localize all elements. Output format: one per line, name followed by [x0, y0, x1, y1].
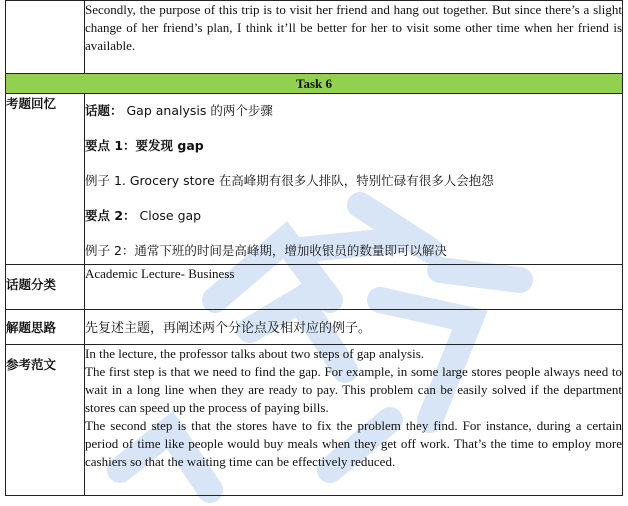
approach-value: 先复述主题，再阐述两个分论点及相对应的例子。	[85, 310, 623, 345]
sample-label: 参考范文	[6, 345, 85, 496]
task-header: Task 6	[6, 74, 623, 94]
point2-value: Close gap	[139, 208, 202, 223]
point2-label: 要点 2：	[85, 208, 136, 223]
empty-label-cell	[6, 1, 85, 74]
point1-label: 要点 1：要发现 gap	[85, 138, 204, 153]
recall-label: 考题回忆	[6, 94, 85, 265]
sample-essay	[85, 345, 623, 496]
category-row	[6, 265, 623, 310]
topic-value: Gap analysis 的两个步骤	[126, 103, 273, 118]
example2: 例子 2：通常下班的时间是高峰期，增加收银员的数量即可以解决	[85, 243, 447, 258]
approach-row	[6, 310, 623, 345]
document-table	[5, 0, 623, 496]
topic-label: 话题：	[85, 103, 123, 118]
category-value: Academic Lecture- Business	[85, 265, 623, 310]
recall-row	[6, 94, 623, 265]
approach-label: 解题思路	[6, 310, 85, 345]
example1: 例子 1. Grocery store 在高峰期有很多人排队，特别忙碌有很多人会抱怨	[85, 173, 494, 188]
sample-row	[6, 345, 623, 496]
sample-paragraph-1: In the lecture, the professor talks about two steps of gap analysis.	[85, 346, 424, 361]
continuation-text: Secondly, the purpose of this trip is to visit her friend and hang out together. But since there’s a slight change of her friend’s plan, I think it’ll be better for her to visit some other time when her friend is available.	[85, 1, 623, 74]
task-header-row	[6, 74, 623, 94]
continuation-row	[6, 1, 623, 74]
category-label: 话题分类	[6, 265, 85, 310]
recall-content	[85, 94, 623, 265]
sample-paragraph-3: The second step is that the stores have to fix the problem they find. For instance, during a certain period of time like people would buy meals when they get off work. That’s the time to employ more cashiers so that the waiting time can be effectively reduced.	[85, 418, 622, 469]
sample-paragraph-2: The first step is that we need to find the gap. For example, in some large stores people always need to wait in a long line when they are ready to pay. This problem can be easily solved if the department stores can speed up the process of paying bills.	[85, 364, 622, 415]
